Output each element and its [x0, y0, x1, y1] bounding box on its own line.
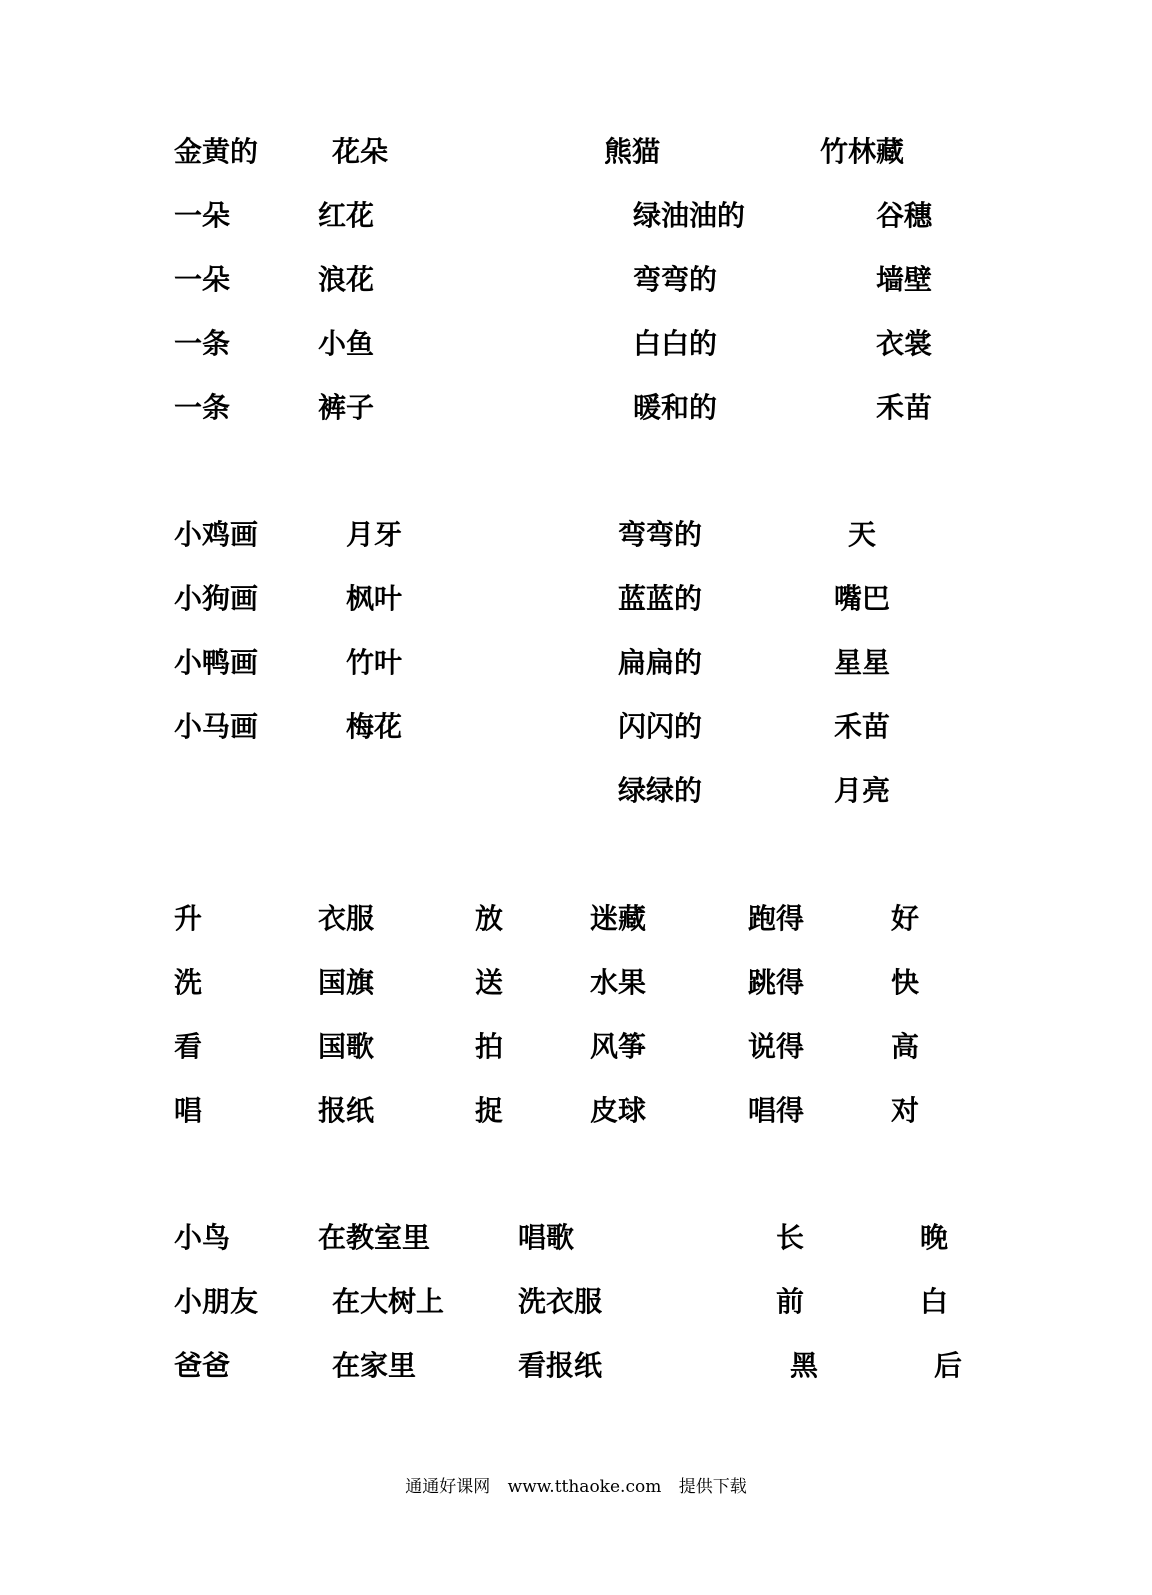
footer-site: 通通好课网 — [405, 1477, 491, 1497]
word: 一朵 — [174, 199, 231, 232]
word: 好 — [891, 902, 920, 935]
word: 后 — [934, 1349, 963, 1382]
word: 洗 — [174, 966, 203, 999]
word: 弯弯的 — [633, 263, 718, 296]
word: 红花 — [318, 199, 375, 232]
word: 墙壁 — [876, 263, 933, 296]
word: 高 — [891, 1030, 920, 1063]
word: 白 — [920, 1285, 949, 1318]
word: 小鸡画 — [174, 518, 259, 551]
word: 报纸 — [318, 1094, 375, 1127]
word: 小狗画 — [174, 582, 259, 615]
word: 竹叶 — [346, 646, 403, 679]
word: 小鸭画 — [174, 646, 259, 679]
word: 在家里 — [332, 1349, 417, 1382]
word: 说得 — [748, 1030, 805, 1063]
word: 浪花 — [318, 263, 375, 296]
word: 竹林藏 — [820, 135, 905, 168]
word: 衣服 — [318, 902, 375, 935]
footer-url[interactable]: www.tthaoke.com — [507, 1477, 662, 1497]
word: 弯弯的 — [618, 518, 703, 551]
word: 国旗 — [318, 966, 375, 999]
word: 嘴巴 — [834, 582, 891, 615]
word: 晚 — [920, 1221, 949, 1254]
word: 水果 — [590, 966, 647, 999]
word: 小鸟 — [174, 1221, 231, 1254]
word: 唱歌 — [518, 1221, 575, 1254]
word: 国歌 — [318, 1030, 375, 1063]
word: 暖和的 — [633, 391, 718, 424]
word: 花朵 — [332, 135, 389, 168]
word: 小朋友 — [174, 1285, 259, 1318]
word: 前 — [776, 1285, 805, 1318]
word: 禾苗 — [876, 391, 933, 424]
word: 衣裳 — [876, 327, 933, 360]
word: 白白的 — [633, 327, 718, 360]
word: 禾苗 — [834, 710, 891, 743]
word: 绿绿的 — [618, 774, 703, 807]
word: 在大树上 — [332, 1285, 445, 1318]
word: 星星 — [834, 646, 891, 679]
word: 对 — [891, 1094, 920, 1127]
footer-note: 提供下载 — [678, 1477, 747, 1497]
word: 看报纸 — [518, 1349, 603, 1382]
word: 跳得 — [748, 966, 805, 999]
word: 一条 — [174, 327, 231, 360]
word: 梅花 — [346, 710, 403, 743]
word: 放 — [475, 902, 504, 935]
word: 扁扁的 — [618, 646, 703, 679]
word: 送 — [475, 966, 504, 999]
word: 捉 — [475, 1094, 504, 1127]
word: 唱得 — [748, 1094, 805, 1127]
word: 小鱼 — [318, 327, 375, 360]
word: 风筝 — [590, 1030, 647, 1063]
word: 拍 — [475, 1030, 504, 1063]
word: 跑得 — [748, 902, 805, 935]
word: 快 — [891, 966, 920, 999]
word: 蓝蓝的 — [618, 582, 703, 615]
word: 天 — [848, 518, 877, 551]
word: 枫叶 — [346, 582, 403, 615]
word: 洗衣服 — [518, 1285, 603, 1318]
word: 一朵 — [174, 263, 231, 296]
word: 裤子 — [318, 391, 375, 424]
word: 皮球 — [590, 1094, 647, 1127]
word: 小马画 — [174, 710, 259, 743]
word: 月牙 — [346, 518, 403, 551]
word: 闪闪的 — [618, 710, 703, 743]
word: 爸爸 — [174, 1349, 231, 1382]
word: 月亮 — [834, 774, 891, 807]
word: 唱 — [174, 1094, 203, 1127]
word: 升 — [174, 902, 203, 935]
word: 金黄的 — [174, 135, 259, 168]
word: 迷藏 — [590, 902, 647, 935]
word: 在教室里 — [318, 1221, 431, 1254]
word: 绿油油的 — [633, 199, 746, 232]
word: 看 — [174, 1030, 203, 1063]
page-footer — [0, 1472, 1152, 1497]
word: 一条 — [174, 391, 231, 424]
word: 熊猫 — [604, 135, 661, 168]
word: 黑 — [790, 1349, 819, 1382]
word: 谷穗 — [876, 199, 933, 232]
word: 长 — [776, 1221, 805, 1254]
